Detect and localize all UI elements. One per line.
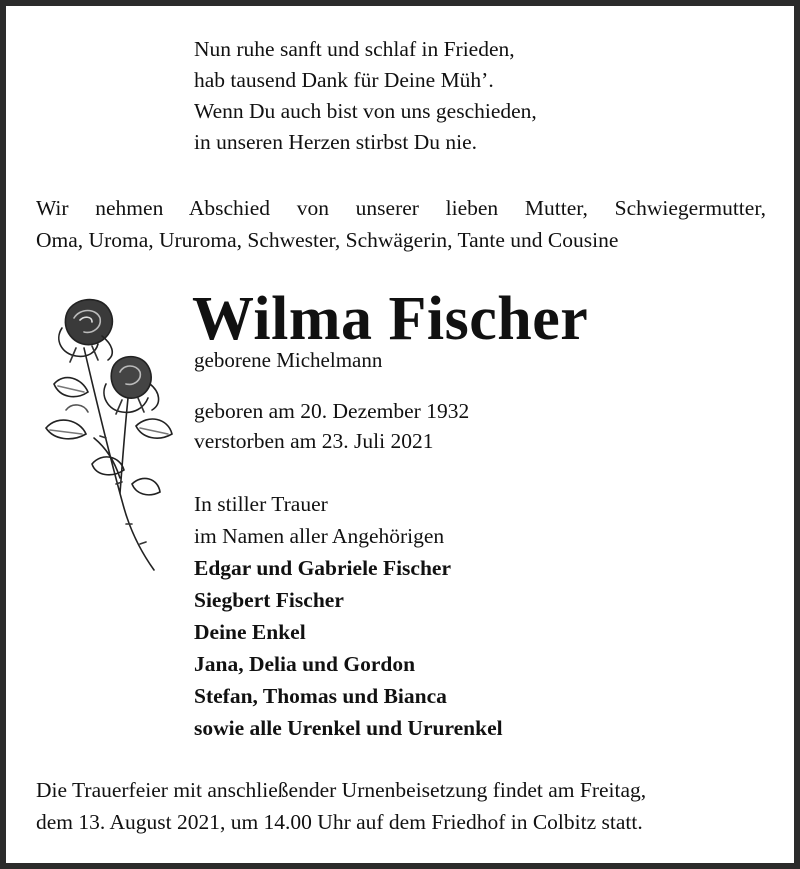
mourning-line: In stiller Trauer (194, 492, 328, 516)
funeral-line: dem 13. August 2021, um 14.00 Uhr auf dem Friedhof in Colbitz statt. (36, 810, 643, 834)
mourner-name: Edgar und Gabriele Fischer (194, 556, 452, 580)
mourner-name: Stefan, Thomas und Bianca (194, 684, 447, 708)
poem-line: Nun ruhe sanft und schlaf in Frieden, (194, 37, 515, 61)
mourners-list (194, 488, 503, 744)
mourning-line: im Namen aller Angehörigen (194, 524, 445, 548)
poem-line: in unseren Herzen stirbst Du nie. (194, 130, 478, 154)
mourner-name: Deine Enkel (194, 620, 306, 644)
maiden-name: geborene Michelmann (194, 348, 383, 372)
farewell-intro (36, 192, 766, 256)
obituary-notice (6, 6, 794, 863)
intro-line: Oma, Uroma, Ururoma, Schwester, Schwägerin, Tante und Cousine (36, 228, 619, 252)
rose-illustration-icon (36, 288, 176, 578)
mourner-name: sowie alle Urenkel und Ururenkel (194, 716, 503, 740)
funeral-details (36, 774, 774, 838)
mourner-name: Siegbert Fischer (194, 588, 344, 612)
poem-line: Wenn Du auch bist von uns geschieden, (194, 99, 537, 123)
birth-date: geboren am 20. Dezember 1932 (194, 399, 470, 423)
funeral-line: Die Trauerfeier mit anschließender Urnenbeisetzung findet am Freitag, (36, 778, 647, 802)
intro-line: Wir nehmen Abschied von unserer lieben Mutter, Schwiegermutter, (36, 196, 766, 220)
death-date: verstorben am 23. Juli 2021 (194, 429, 434, 453)
life-dates (194, 396, 469, 456)
poem-line: hab tausend Dank für Deine Müh’. (194, 68, 494, 92)
deceased-name: Wilma Fischer (192, 285, 589, 353)
poem (194, 34, 537, 158)
mourner-name: Jana, Delia und Gordon (194, 652, 416, 676)
